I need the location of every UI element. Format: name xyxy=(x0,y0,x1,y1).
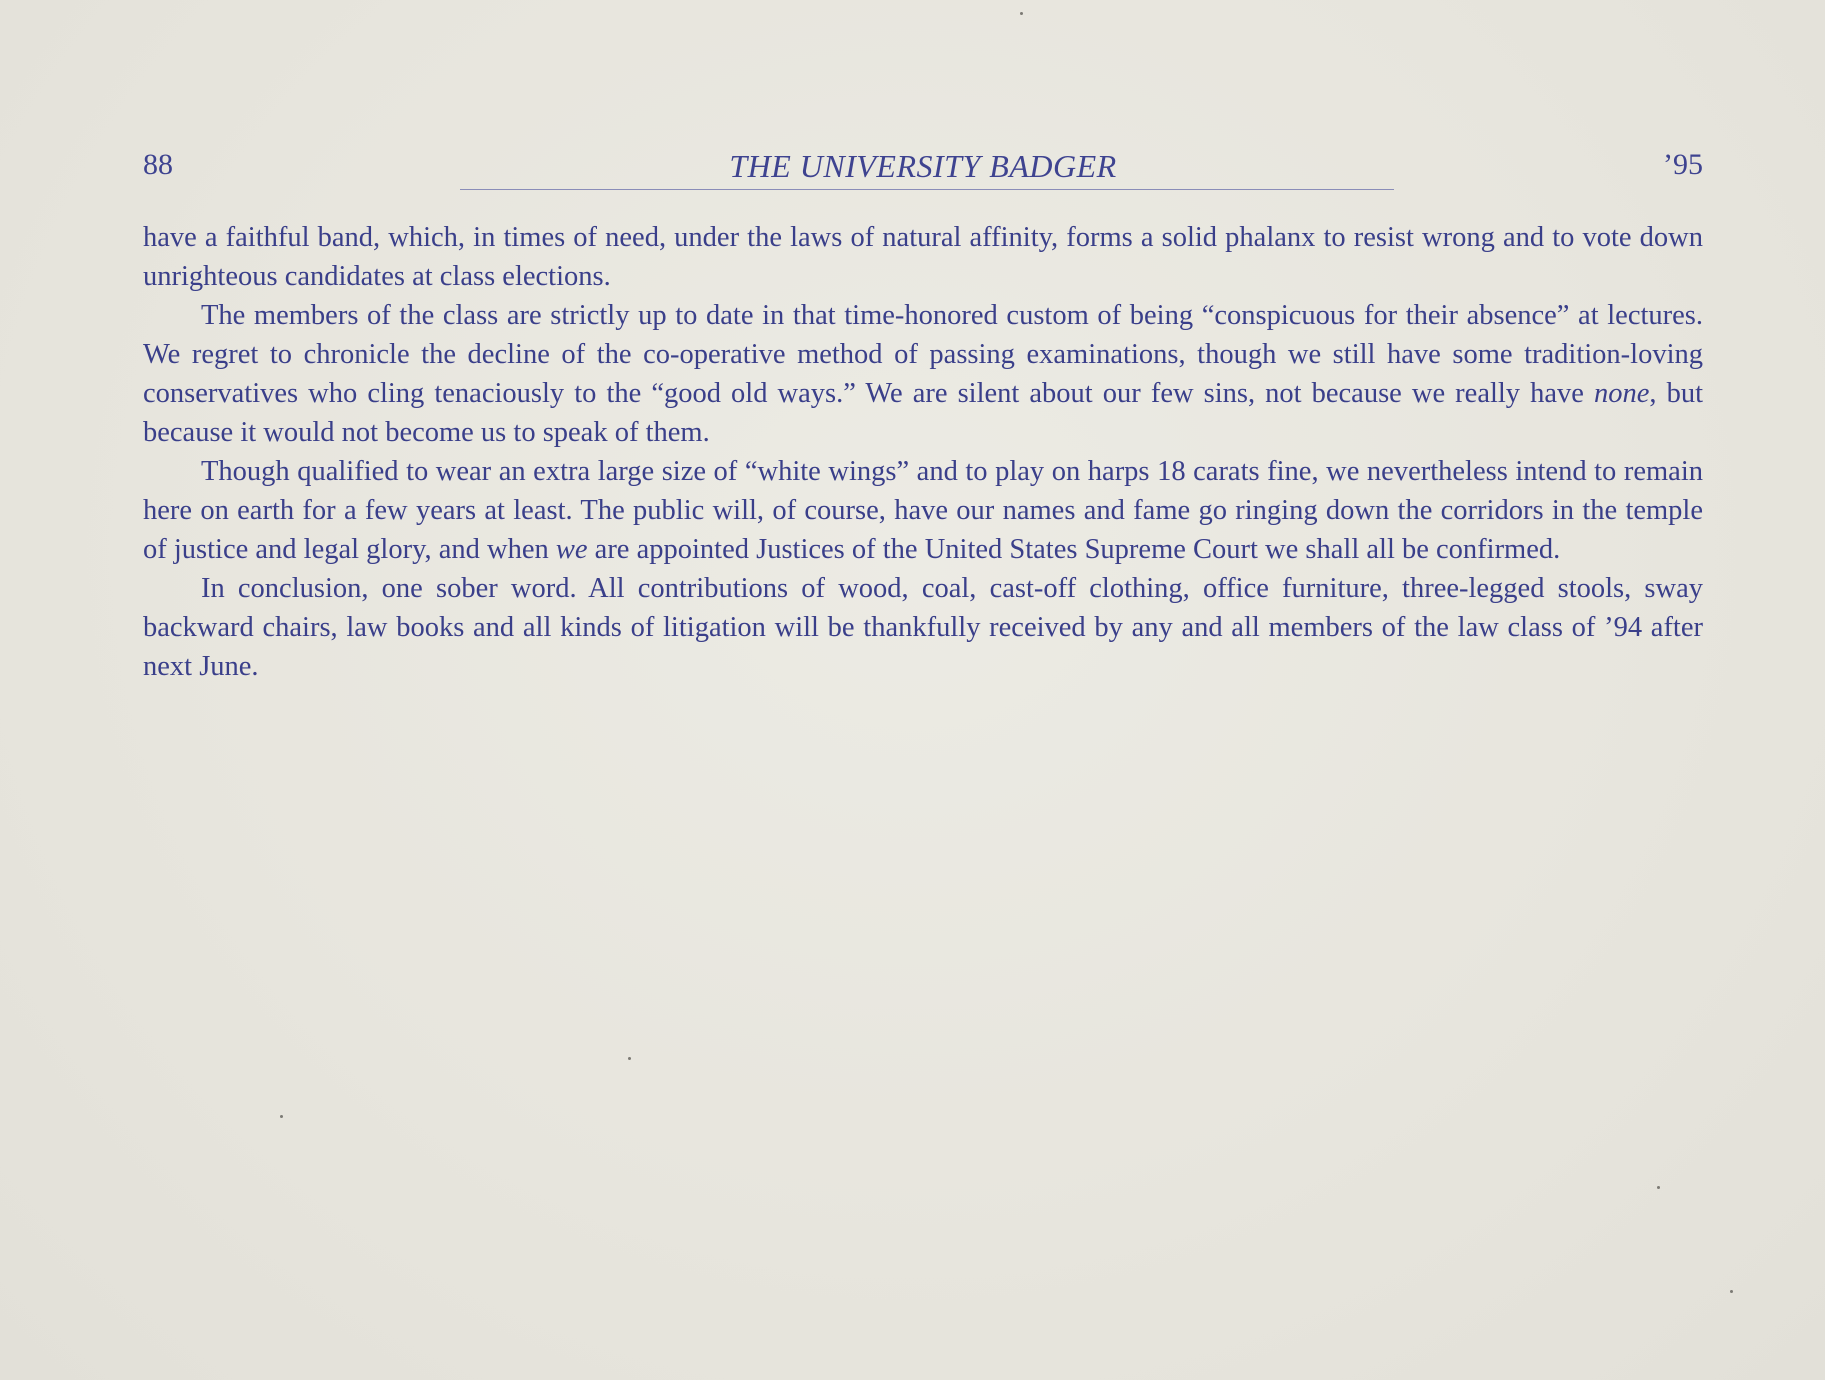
paragraph-3 xyxy=(143,452,1703,569)
page-header xyxy=(143,148,1703,196)
paragraph-2 xyxy=(143,296,1703,452)
paragraph-text: have a faithful band, which, in times of need, under the laws of natural affinity, forms a solid phalanx to resist wrong and to vote down unrighteous candidates at class elections. xyxy=(143,222,1703,292)
paragraph-1 xyxy=(143,218,1703,296)
paper-speck xyxy=(1730,1290,1733,1293)
paragraph-text: In conclusion, one sober word. All contributions of wood, coal, cast-off clothing, office furniture, three-legged stools, sway backward chairs, law books and all kinds of litigation will be thankfully received by any and all members of the law class of ’94 after next June. xyxy=(143,573,1703,682)
paragraph-text-continued: , but because it would not become us to speak of them. xyxy=(143,378,1703,448)
body-text xyxy=(143,218,1703,686)
running-title: THE UNIVERSITY BADGER xyxy=(729,148,1117,184)
page-number: 88 xyxy=(143,148,173,181)
paper-speck xyxy=(1657,1186,1660,1189)
paragraph-text-continued: are appointed Justices of the United States Supreme Court we shall all be confirmed. xyxy=(587,534,1561,565)
emphasis: none xyxy=(1593,378,1650,409)
header-rule xyxy=(460,189,1394,190)
paragraph-text: Though qualified to wear an extra large size of “white wings” and to play on harps 18 carats fine, we nevertheless intend to remain here on earth for a few years at least. The public will, of course, have our names and fame go ringing down the corridors in the temple of justice and legal glory, and when xyxy=(143,456,1703,565)
paper-speck xyxy=(1020,12,1023,15)
paragraph-text: The members of the class are strictly up to date in that time-honored custom of being “conspicuous for their absence” at lectures. We regret to chronicle the decline of the co-operative method of passing examinations, though we still have some tradition-loving conservatives who cling tenaciously to the “good old ways.” We are silent about our few sins, not because we really have xyxy=(143,300,1703,409)
paper-speck xyxy=(280,1115,283,1118)
emphasis: we xyxy=(555,534,588,565)
paragraph-4 xyxy=(143,569,1703,686)
class-year: ’95 xyxy=(1663,148,1703,181)
paper-speck xyxy=(628,1057,631,1060)
